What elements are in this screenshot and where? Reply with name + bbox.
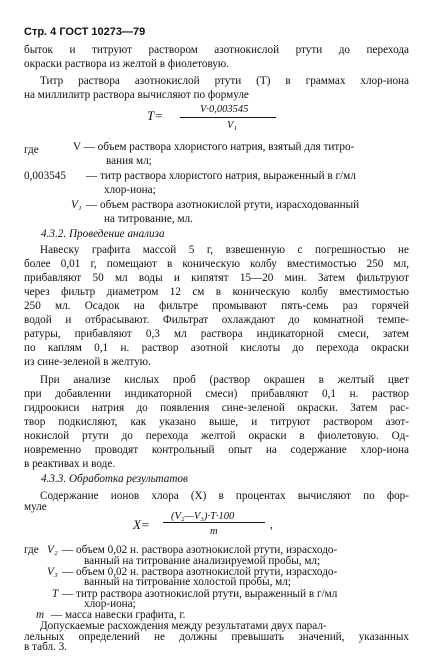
text-line: через фильтр диаметром 12 см в коническую колбу вместимостью xyxy=(24,286,409,298)
page-header: Стр. 4 ГОСТ 10273—79 xyxy=(24,26,146,38)
symbol-label: T xyxy=(52,587,59,600)
text-line: муле xyxy=(24,500,47,513)
formula-2-fraction-bar xyxy=(163,522,265,523)
text-line: гидроокиси натрия до появления сине-зеленой окраски. Затем рас- xyxy=(24,402,409,414)
text-line: ванный на титрование холостой пробы, мл; xyxy=(84,576,291,589)
formula-1-fraction-bar xyxy=(180,117,276,118)
symbol-label: V₂ xyxy=(47,544,58,557)
text-line: окраски раствора из желтой в фиолетовую. xyxy=(24,58,230,70)
text-line: вания мл; xyxy=(106,155,152,167)
text-line: из сине-зеленой в желтую. xyxy=(24,356,151,368)
text-line: При анализе кислых проб (раствор окрашен в желтый цвет xyxy=(40,374,409,386)
formula-2-numerator: (V₂—V₃)·T·100 xyxy=(171,511,235,523)
formula-2-denominator: m xyxy=(210,526,218,538)
text-line: более 0,01 г, помещают в коническую колбу вместимостью 250 мл, xyxy=(24,258,409,270)
text-line: водой и отбрасывают. Фильтрат охлаждают до комнатной темпе- xyxy=(24,314,409,326)
text-line: по каплям 0,1 н. раствор азотной кислоты до перехода окраски xyxy=(24,342,409,354)
text-line: прибавляют 50 мл воды и кипятят 15—20 мин. Затем фильтруют xyxy=(24,272,409,284)
text-line: — титр раствора хлористого натрия, выраженный в г/мл xyxy=(86,170,356,182)
where-label: где xyxy=(24,144,39,156)
text-line: — объем 0,02 н. раствора азотнокислой ртути, израсходо- xyxy=(62,565,338,578)
text-line: — титр раствора азотнокислой ртути, выраженный в г/мл xyxy=(62,587,338,600)
text-line: в табл. 3. xyxy=(24,641,68,653)
text-line: — объем раствора азотнокислой ртути, израсходованный xyxy=(86,199,360,211)
text-line: на миллилитр раствора вычисляют по формуле xyxy=(24,89,249,101)
symbol-label: V₁ xyxy=(71,199,82,211)
text-line: V — объем раствора хлористого натрия, взятый для титро- xyxy=(73,141,355,153)
section-heading-4-3-2: 4.3.2. Проведение анализа xyxy=(41,228,165,240)
symbol-label: V₃ xyxy=(47,565,58,578)
text-line: на титрование, мл. xyxy=(104,213,193,225)
text-line: Титр раствора азотнокислой ртути (T) в граммах хлор-иона xyxy=(40,75,409,87)
symbol-label: 0,003545 xyxy=(24,170,66,182)
text-line: нокислой ртути до перехода желтой окраски в фиолетовую. Од- xyxy=(24,430,409,442)
formula-2-comma: , xyxy=(270,518,273,531)
text-line: новременно проводят контрольный опыт на содержание хлор-иона xyxy=(24,444,409,456)
text-line: при добавлении индикаторной смеси) прибавляют 0,1 н. раствор xyxy=(24,388,409,400)
text-line: — масса навески графита, г. xyxy=(51,609,186,622)
text-line: ратуры, прибавляют 0,3 мл раствора индикаторной смеси, затем xyxy=(24,328,409,340)
text-line: ванный на титрование анализируемой пробы, мл; xyxy=(84,554,321,567)
symbol-label: m xyxy=(36,609,45,622)
section-heading-4-3-3: 4.3.3. Обработка результатов xyxy=(41,473,188,485)
formula-1-denominator: V₁ xyxy=(227,120,238,131)
text-line: в реактивах и воде. xyxy=(24,458,116,470)
text-line: 250 мл. Осадок на фильтре промывают пять-семь раз горячей xyxy=(24,300,409,312)
text-line: лельных определений не должны превышать значений, указанных xyxy=(24,630,409,643)
text-line: Навеску графита массой 5 г, взвешенную с погрешностью не xyxy=(40,244,409,256)
text-line: твор подкисляют, как указано выше, и титруют раствором азот- xyxy=(24,416,409,428)
text-line: — объем 0,02 н. раствора азотнокислой ртути, израсходо- xyxy=(62,544,338,557)
formula-1-numerator: V·0,003545 xyxy=(200,104,249,115)
text-line: Допускаемые расхождения между результатами двух парал- xyxy=(40,620,327,632)
text-line: быток и титруют раствором азотнокислой ртути до перехода xyxy=(24,44,409,56)
text-line: Содержание ионов хлора (X) в процентах вычисляют по фор- xyxy=(40,490,409,502)
text-line: хлор-иона; xyxy=(84,598,136,611)
text-line: хлор-иона; xyxy=(104,184,156,196)
formula-1-lhs: T= xyxy=(147,108,164,123)
where-label: где xyxy=(24,544,39,557)
formula-2-lhs: X= xyxy=(133,516,150,532)
